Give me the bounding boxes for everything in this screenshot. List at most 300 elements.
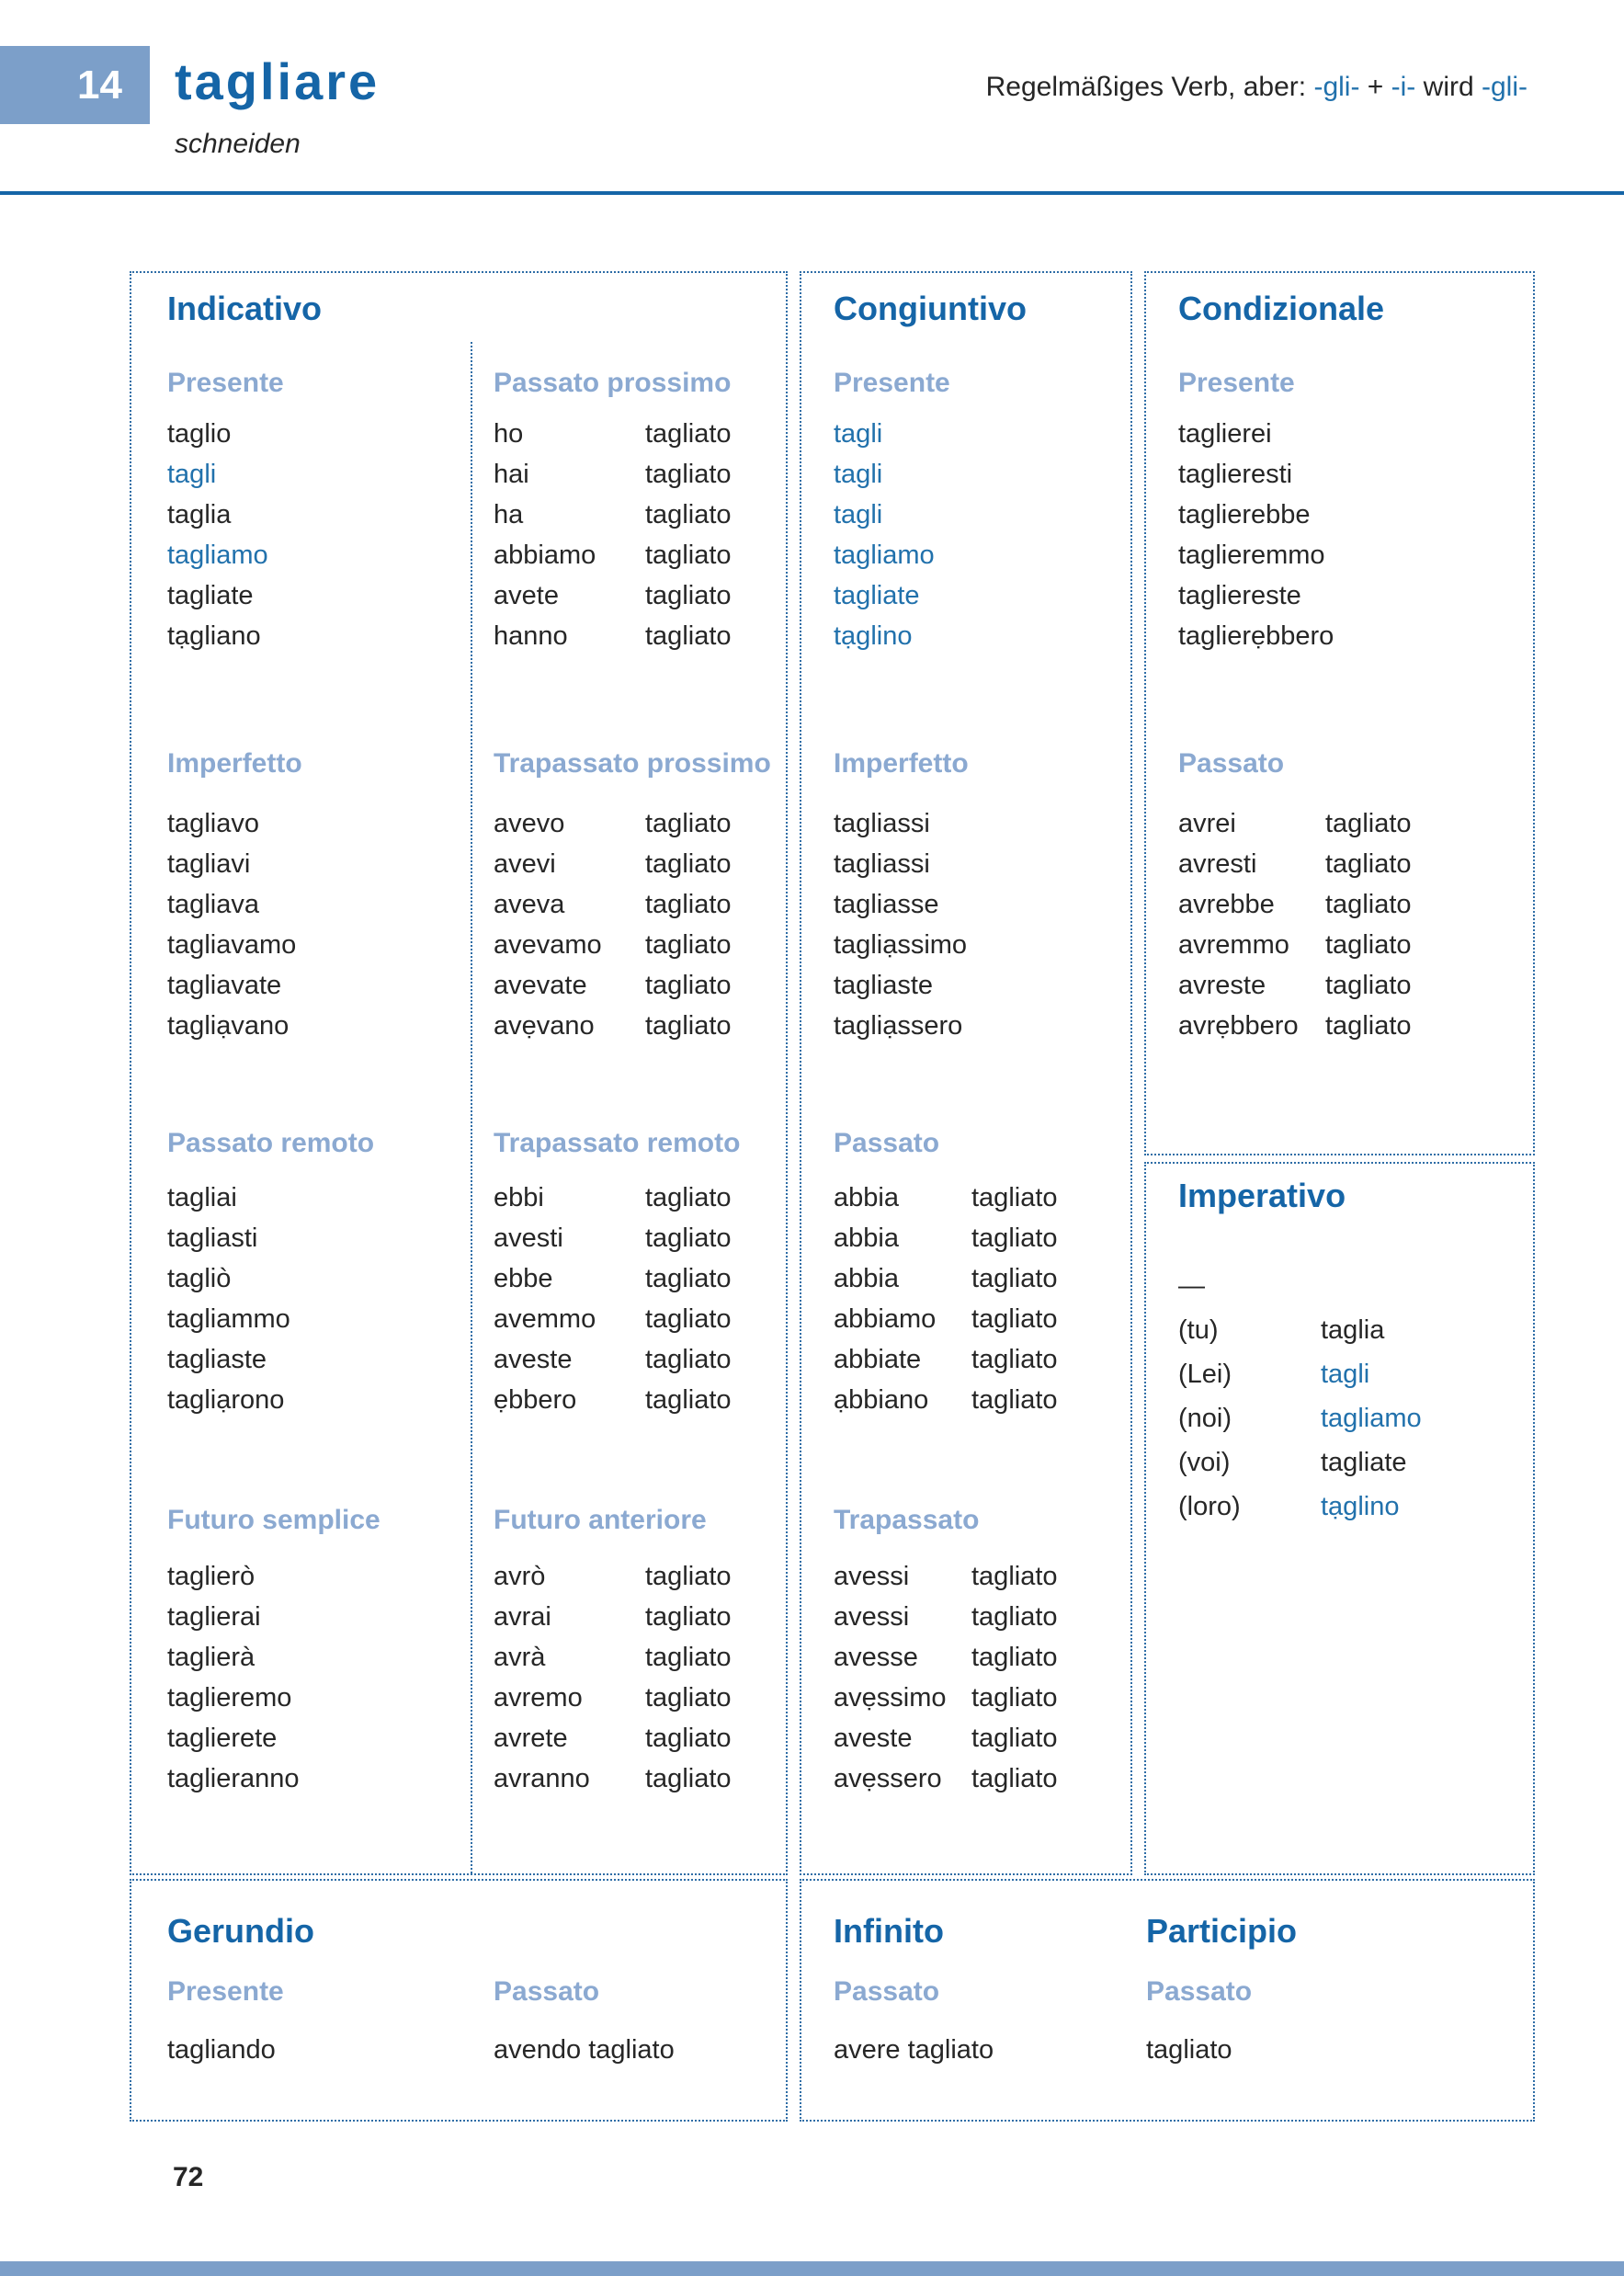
participle-form: tagliato <box>645 1643 732 1672</box>
conjugation-row <box>167 1222 290 1262</box>
verb-form: abbia <box>834 1183 899 1212</box>
tense-label: Presente <box>1178 368 1295 398</box>
grammar-note <box>986 72 1527 103</box>
verb-form: avevamo <box>494 930 602 960</box>
conjugation-row <box>167 848 296 888</box>
conjugation-row <box>1178 498 1334 539</box>
participle-form: tagliato <box>645 1764 732 1793</box>
verb-form: avere tagliato <box>834 2035 994 2065</box>
participle-form: tagliato <box>645 1264 732 1293</box>
verb-form: avrà <box>494 1643 546 1672</box>
verb-form: avemmo <box>494 1304 596 1334</box>
tense-rows <box>1178 417 1334 660</box>
gerundio-box <box>130 1879 788 2122</box>
tense-label: Imperfetto <box>167 748 302 779</box>
conjugation-row <box>167 1722 300 1762</box>
verb-form: avessi <box>834 1562 910 1591</box>
verb-form: avrebbe <box>1178 890 1275 919</box>
conjugation-row <box>167 1262 290 1303</box>
verb-form: ebbi <box>494 1183 544 1212</box>
conjugation-row <box>834 1262 1058 1303</box>
participle-form: tagliato <box>645 1602 732 1632</box>
verb-form: avremmo <box>1178 930 1289 960</box>
conjugation-row <box>834 888 967 928</box>
verb-form: tagliạvano <box>167 1011 290 1041</box>
participle-form: tagliate <box>1321 1448 1407 1477</box>
participle-form: tạglino <box>1321 1492 1400 1521</box>
conjugation-row <box>167 417 268 458</box>
conjugation-row <box>494 1560 732 1600</box>
conjugation-row <box>834 620 935 660</box>
verb-form: aveste <box>834 1724 913 1753</box>
conjugation-row <box>494 1009 732 1050</box>
conjugation-row <box>167 1181 290 1222</box>
participle-form: tagliato <box>645 1011 732 1041</box>
tense-rows <box>494 1560 732 1803</box>
tense-rows <box>1178 1269 1422 1534</box>
conjugation-row <box>494 1762 732 1803</box>
verb-form: taglierà <box>167 1643 256 1672</box>
participle-form: tagliato <box>1325 809 1412 838</box>
verb-form: tagliò <box>167 1264 232 1293</box>
tense-rows <box>834 417 935 660</box>
tense-rows <box>167 1560 300 1803</box>
participle-form: tagliato <box>645 849 732 879</box>
verb-form: avevate <box>494 971 587 1000</box>
header-divider <box>0 191 1624 195</box>
conjugation-row <box>494 1600 732 1641</box>
conjugation-row <box>1178 1269 1422 1314</box>
conjugation-row <box>834 969 967 1009</box>
conjugation-row <box>1178 620 1334 660</box>
conjugation-row <box>494 579 732 620</box>
verb-form: tagliavamo <box>167 930 297 960</box>
section-title-condizionale: Condizionale <box>1178 290 1384 327</box>
participle-form: tagliato <box>645 621 732 651</box>
verb-form: tagliavo <box>167 809 259 838</box>
verb-form: taglierete <box>167 1724 278 1753</box>
verb-form: ebbe <box>494 1264 553 1293</box>
tense-rows <box>1146 2033 1232 2074</box>
column-divider <box>471 342 472 1873</box>
participle-form: tagliato <box>1325 890 1412 919</box>
conjugation-row <box>494 1343 732 1383</box>
verb-form: avesti <box>494 1223 563 1253</box>
verb-form: ho <box>494 419 524 449</box>
participle-form: tagliato <box>1325 849 1412 879</box>
verb-form: hanno <box>494 621 568 651</box>
verb-form: (noi) <box>1178 1404 1232 1433</box>
section-title-indicativo: Indicativo <box>167 290 323 327</box>
verb-form: taglieranno <box>167 1764 300 1793</box>
conjugation-row <box>1178 969 1412 1009</box>
participle-form: tagliato <box>971 1602 1058 1632</box>
verb-translation: schneiden <box>175 129 301 159</box>
conjugation-row <box>167 1762 300 1803</box>
verb-form: taglierẹbbero <box>1178 621 1334 651</box>
participle-form: tagliato <box>971 1385 1058 1415</box>
verb-form: tagli <box>834 419 883 449</box>
tense-rows <box>167 1181 290 1424</box>
conjugation-row <box>167 928 296 969</box>
conjugation-row <box>167 458 268 498</box>
conjugation-row <box>167 969 296 1009</box>
conjugation-row <box>494 417 732 458</box>
conjugation-row <box>1178 1009 1412 1050</box>
verb-form: abbiate <box>834 1345 922 1374</box>
participle-form: tagliato <box>645 809 732 838</box>
conjugation-row <box>494 1681 732 1722</box>
conjugation-row <box>1146 2033 1232 2074</box>
conjugation-row <box>167 539 268 579</box>
congiuntivo-box <box>800 271 1132 1875</box>
participle-form: tagliato <box>645 419 732 449</box>
verb-form: tagliate <box>834 581 920 610</box>
conjugation-row <box>1178 888 1412 928</box>
conjugation-row <box>494 498 732 539</box>
tense-rows <box>494 1181 732 1424</box>
conjugation-row <box>494 848 732 888</box>
conjugation-row <box>1178 458 1334 498</box>
verb-form: tagliassi <box>834 809 930 838</box>
tense-label: Trapassato <box>834 1505 980 1535</box>
verb-form: tagliava <box>167 890 259 919</box>
conjugation-row <box>494 620 732 660</box>
verb-form: avrete <box>494 1724 568 1753</box>
verb-form: ạbbiano <box>834 1385 929 1415</box>
conjugation-row <box>1178 417 1334 458</box>
verb-form: tagliato <box>1146 2035 1232 2065</box>
tense-rows <box>494 807 732 1050</box>
verb-form: taglierebbe <box>1178 500 1311 529</box>
tense-rows <box>834 1181 1058 1424</box>
conjugation-row <box>1178 1314 1422 1358</box>
verb-form: tagliạrono <box>167 1385 285 1415</box>
tense-label: Presente <box>834 368 950 398</box>
participle-form: tagliato <box>971 1724 1058 1753</box>
verb-form: tagliạssimo <box>834 930 968 960</box>
participle-form: tagliato <box>645 581 732 610</box>
conjugation-row <box>834 498 935 539</box>
tense-label: Trapassato remoto <box>494 1128 741 1158</box>
verb-form: tagliamo <box>834 541 935 570</box>
conjugation-row <box>167 1303 290 1343</box>
verb-form: avrai <box>494 1602 551 1632</box>
section-title-imperativo: Imperativo <box>1178 1177 1346 1214</box>
participle-form: tagliato <box>971 1345 1058 1374</box>
conjugation-row <box>1178 579 1334 620</box>
tense-label: Futuro semplice <box>167 1505 380 1535</box>
participle-form: tagliato <box>645 1724 732 1753</box>
tense-rows <box>834 1560 1058 1803</box>
tense-label: Passato <box>834 1128 940 1158</box>
participle-form: tagliato <box>1325 930 1412 960</box>
verb-form: taglieremo <box>167 1683 292 1713</box>
conjugation-row <box>834 1762 1058 1803</box>
infinito-participio-box <box>800 1879 1535 2122</box>
participle-form: tagliato <box>645 1345 732 1374</box>
conjugation-row <box>834 539 935 579</box>
verb-form: abbiamo <box>834 1304 937 1334</box>
verb-form: avesse <box>834 1643 918 1672</box>
verb-form: avẹvano <box>494 1011 595 1041</box>
tense-label: Futuro anteriore <box>494 1505 707 1535</box>
conjugation-row <box>494 928 732 969</box>
verb-form: tạgliano <box>167 621 261 651</box>
verb-form: (loro) <box>1178 1492 1241 1521</box>
lesson-number-badge <box>0 46 150 124</box>
verb-form: hai <box>494 460 529 489</box>
conjugation-row <box>167 1641 300 1681</box>
participle-form: tagliato <box>971 1264 1058 1293</box>
participle-form: tagliato <box>971 1643 1058 1672</box>
verb-form: tagliaste <box>834 971 934 1000</box>
tense-label: Imperfetto <box>834 748 969 779</box>
conjugation-row <box>167 1681 300 1722</box>
verb-form: (tu) <box>1178 1315 1219 1345</box>
conjugation-row <box>494 1222 732 1262</box>
note-highlight: -gli- <box>1482 72 1527 102</box>
conjugation-row <box>494 807 732 848</box>
participle-form: tagliato <box>1325 1011 1412 1041</box>
participle-form: tagliato <box>645 930 732 960</box>
verb-form: tagliavi <box>167 849 251 879</box>
tense-rows <box>494 417 732 660</box>
tense-label: Passato remoto <box>167 1128 375 1158</box>
conjugation-row <box>494 888 732 928</box>
tense-label: Presente <box>167 368 284 398</box>
verb-form: aveva <box>494 890 565 919</box>
conjugation-row <box>494 539 732 579</box>
participle-form: tagliato <box>971 1183 1058 1212</box>
conjugation-row <box>494 1303 732 1343</box>
tense-label: Trapassato prossimo <box>494 748 771 779</box>
conjugation-row <box>167 1383 290 1424</box>
verb-form: avranno <box>494 1764 590 1793</box>
verb-form: tagli <box>834 500 883 529</box>
conjugation-row <box>167 579 268 620</box>
verb-form: avẹssimo <box>834 1683 947 1713</box>
section-title-participio: Participio <box>1146 1912 1298 1950</box>
conjugation-row <box>834 417 935 458</box>
conjugation-row <box>834 1681 1058 1722</box>
verb-form: tagliassi <box>834 849 930 879</box>
conjugation-row <box>834 1600 1058 1641</box>
verb-form: tagliasse <box>834 890 939 919</box>
verb-form: tagliando <box>167 2035 276 2065</box>
participle-form: tagliato <box>645 541 732 570</box>
verb-form: avendo tagliato <box>494 2035 675 2065</box>
conjugation-row <box>834 1222 1058 1262</box>
conjugation-row <box>167 888 296 928</box>
conjugation-row <box>494 1383 732 1424</box>
conjugation-row <box>494 458 732 498</box>
verb-form: tạglino <box>834 621 913 651</box>
verb-form: tagli <box>167 460 217 489</box>
tense-label: Presente <box>167 1976 284 2007</box>
verb-form: avremo <box>494 1683 583 1713</box>
bottom-accent-band <box>0 2261 1624 2276</box>
participle-form: tagliato <box>645 1385 732 1415</box>
section-title-gerundio: Gerundio <box>167 1912 314 1950</box>
conjugation-row <box>494 969 732 1009</box>
verb-form: avevo <box>494 809 565 838</box>
verb-form: tagli <box>834 460 883 489</box>
page-number: 72 <box>173 2162 204 2192</box>
participle-form: tagliato <box>645 890 732 919</box>
conjugation-row <box>834 1560 1058 1600</box>
tense-rows <box>167 417 268 660</box>
verb-form: taglieremmo <box>1178 541 1325 570</box>
verb-form: avreste <box>1178 971 1266 1000</box>
verb-form: tagliamo <box>167 541 268 570</box>
verb-form: avete <box>494 581 559 610</box>
conjugation-row <box>834 458 935 498</box>
participle-form: tagliato <box>971 1304 1058 1334</box>
lesson-number: 14 <box>77 62 122 108</box>
verb-form: ẹbbero <box>494 1385 577 1415</box>
conjugation-row <box>834 928 967 969</box>
conjugation-row <box>494 2033 675 2074</box>
conjugation-row <box>834 848 967 888</box>
verb-form: avresti <box>1178 849 1257 879</box>
verb-form: avrei <box>1178 809 1236 838</box>
conjugation-row <box>834 1722 1058 1762</box>
conjugation-row <box>834 579 935 620</box>
verb-form: taglierò <box>167 1562 256 1591</box>
participle-form: tagliato <box>971 1764 1058 1793</box>
verb-form: — <box>1178 1271 1205 1301</box>
participle-form: tagliato <box>645 1683 732 1713</box>
verb-form: tagliavate <box>167 971 282 1000</box>
conjugation-row <box>834 1181 1058 1222</box>
note-text: wird <box>1415 72 1482 102</box>
verb-form: tagliasti <box>167 1223 258 1253</box>
note-highlight: -i- <box>1391 72 1416 102</box>
tense-rows <box>834 2033 994 2074</box>
conjugation-row <box>1178 928 1412 969</box>
verb-form: tagliaste <box>167 1345 267 1374</box>
conjugation-row <box>1178 1490 1422 1534</box>
conjugation-row <box>494 1641 732 1681</box>
conjugation-row <box>1178 848 1412 888</box>
conjugation-row <box>834 1641 1058 1681</box>
verb-form: avevi <box>494 849 556 879</box>
participle-form: tagliato <box>645 1183 732 1212</box>
condizionale-box <box>1144 271 1535 1155</box>
verb-form: abbia <box>834 1264 899 1293</box>
conjugation-row <box>167 1009 296 1050</box>
conjugation-row <box>834 1303 1058 1343</box>
participle-form: tagliato <box>645 460 732 489</box>
conjugation-row <box>834 807 967 848</box>
verb-form: tagliammo <box>167 1304 290 1334</box>
conjugation-row <box>494 1181 732 1222</box>
tense-label: Passato <box>494 1976 600 2007</box>
verb-form: aveste <box>494 1345 573 1374</box>
verb-form: avrò <box>494 1562 546 1591</box>
tense-label: Passato <box>834 1976 940 2007</box>
note-highlight: -gli- <box>1313 72 1360 102</box>
verb-form: taglierai <box>167 1602 261 1632</box>
verb-form: (Lei) <box>1178 1360 1232 1389</box>
note-text: Regelmäßiges Verb, aber: <box>985 72 1314 102</box>
participle-form: tagliato <box>971 1223 1058 1253</box>
verb-form: avrẹbbero <box>1178 1011 1299 1041</box>
tense-rows <box>834 807 967 1050</box>
verb-form: taglierei <box>1178 419 1272 449</box>
participle-form: tagliato <box>645 1223 732 1253</box>
conjugation-row <box>167 498 268 539</box>
conjugation-row <box>167 1560 300 1600</box>
note-text: + <box>1359 72 1391 102</box>
conjugation-row <box>167 2033 276 2074</box>
section-title-congiuntivo: Congiuntivo <box>834 290 1027 327</box>
verb-form: tagliạssero <box>834 1011 963 1041</box>
indicativo-box <box>130 271 788 1875</box>
verb-form: abbiamo <box>494 541 596 570</box>
conjugation-row <box>1178 1358 1422 1402</box>
participle-form: tagliato <box>645 971 732 1000</box>
tense-rows <box>494 2033 675 2074</box>
verb-form: avẹssero <box>834 1764 942 1793</box>
section-title-infinito: Infinito <box>834 1912 944 1950</box>
verb-form: ha <box>494 500 524 529</box>
tense-label: Passato <box>1178 748 1285 779</box>
tense-label: Passato <box>1146 1976 1253 2007</box>
conjugation-row <box>167 807 296 848</box>
tense-label: Passato prossimo <box>494 368 732 398</box>
conjugation-row <box>834 1383 1058 1424</box>
tense-rows <box>1178 807 1412 1050</box>
conjugation-row <box>834 2033 994 2074</box>
verb-form: taglio <box>167 419 232 449</box>
conjugation-row <box>167 1600 300 1641</box>
tense-rows <box>167 2033 276 2074</box>
conjugation-row <box>1178 539 1334 579</box>
conjugation-row <box>167 1343 290 1383</box>
participle-form: tagliato <box>971 1562 1058 1591</box>
conjugation-row <box>1178 1446 1422 1490</box>
page-title: tagliare <box>175 52 380 110</box>
conjugation-row <box>1178 1402 1422 1446</box>
participle-form: tagliato <box>645 1562 732 1591</box>
participle-form: tagliato <box>971 1683 1058 1713</box>
participle-form: tagliato <box>645 1304 732 1334</box>
participle-form: taglia <box>1321 1315 1385 1345</box>
verb-form: tagliereste <box>1178 581 1301 610</box>
conjugation-row <box>494 1262 732 1303</box>
participle-form: tagliato <box>645 500 732 529</box>
verb-form: tagliate <box>167 581 254 610</box>
conjugation-row <box>834 1009 967 1050</box>
verb-form: abbia <box>834 1223 899 1253</box>
participle-form: tagli <box>1321 1360 1370 1389</box>
verb-form: avessi <box>834 1602 910 1632</box>
verb-form: (voi) <box>1178 1448 1231 1477</box>
conjugation-row <box>167 620 268 660</box>
participle-form: tagliamo <box>1321 1404 1422 1433</box>
conjugation-row <box>494 1722 732 1762</box>
verb-form: taglieresti <box>1178 460 1293 489</box>
conjugation-row <box>834 1343 1058 1383</box>
verb-form: taglia <box>167 500 232 529</box>
participle-form: tagliato <box>1325 971 1412 1000</box>
verb-form: tagliai <box>167 1183 237 1212</box>
conjugation-row <box>1178 807 1412 848</box>
tense-rows <box>167 807 296 1050</box>
imperativo-box <box>1144 1162 1535 1875</box>
